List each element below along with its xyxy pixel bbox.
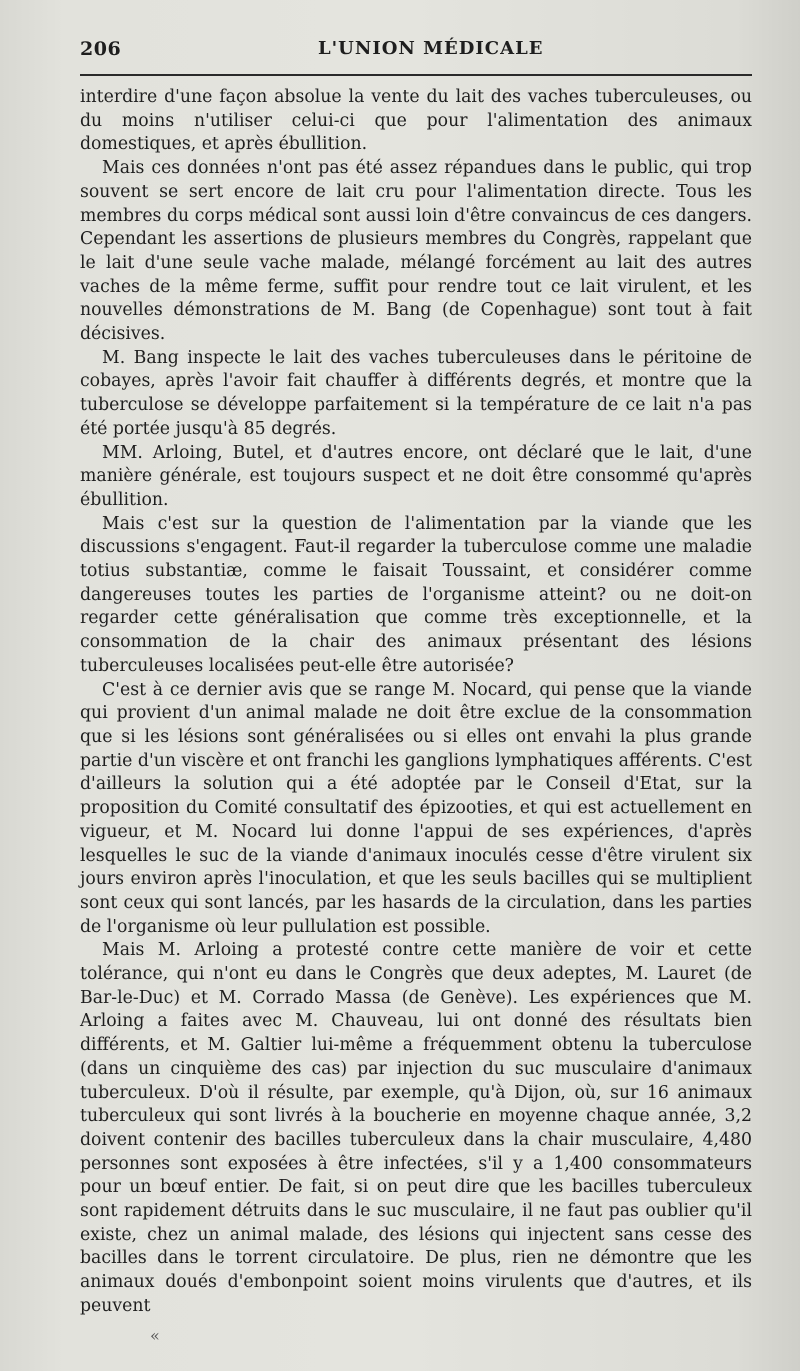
paragraph: Mais ces données n'ont pas été assez répandues dans le public, qui trop souvent se sert encore de lait cru pour l'alimentation directe. Tous les membres du corps médical sont aussi loin d'être convaincus de ces dangers. Cependant les assertions de plusieurs membres du Congrès, rappelant que le lait d'une seule vache malade, mélangé forcément au lait des autres vaches de la même ferme, suffit pour rendre tout ce lait virulent, et les nouvelles démonstrations de M. Bang (de Copenhague) sont tout à fait décisives. [80, 158, 752, 345]
page-number: 206 [80, 38, 122, 60]
paragraph: M. Bang inspecte le lait des vaches tuberculeuses dans le péritoine de cobayes, après l'avoir fait chauffer à différents degrés, et montre que la tuberculose se développe parfaitement si la température de ce lait n'a pas été portée jusqu'à 85 degrés. [80, 347, 752, 439]
paragraph: C'est à ce dernier avis que se range M. Nocard, qui pense que la viande qui provient d'un animal malade ne doit être exclue de la consommation que si les lésions sont généralisées ou si elles ont envahi la plus grande partie d'un viscère et ont franchi les ganglions lymphatiques afférents. C'est d'ailleurs la solution qui a été adoptée par le Conseil d'Etat, sur la proposition du Comité consultatif des épizooties, et qui est actuellement en vigueur, et M. Nocard lui donne l'appui de ses expériences, d'après lesquelles le suc de la viande d'animaux inoculés cesse d'être virulent six jours environ après l'inoculation, et que les seuls bacilles qui se multiplient sont ceux qui sont lancés, par les hasards de la circulation, dans les parties de l'organisme où leur pullulation est possible. [80, 679, 752, 937]
paragraph: Mais c'est sur la question de l'alimentation par la viande que les discussions s'engagent. Faut-il regarder la tuberculose comme une maladie totius substantiæ, comme le faisait Toussaint, et considérer comme dangereuses toutes les parties de l'organisme atteint? ou ne doit-on regarder cette généralisation que comme très exceptionnelle, et la consommation de la chair des animaux présentant des lésions tuberculeuses localisées peut-elle être autorisée? [80, 513, 752, 676]
running-title: L'UNION MÉDICALE [318, 38, 544, 59]
header-rule [80, 74, 752, 76]
footer-mark: « [150, 1326, 160, 1345]
page-header [80, 36, 752, 70]
paragraph: interdire d'une façon absolue la vente du lait des vaches tuberculeuses, ou du moins n'utiliser celui-ci que pour l'alimentation des animaux domestiques, et après ébullition. [80, 87, 752, 155]
paragraph: MM. Arloing, Butel, et d'autres encore, ont déclaré que le lait, d'une manière générale, est toujours suspect et ne doit être consommé qu'après ébullition. [80, 442, 752, 510]
paragraph: Mais M. Arloing a protesté contre cette manière de voir et cette tolérance, qui n'ont eu dans le Congrès que deux adeptes, M. Lauret (de Bar-le-Duc) et M. Corrado Massa (de Genève). Les expériences que M. Arloing a faites avec M. Chauveau, lui ont donné des résultats bien différents, et M. Galtier lui-même a fréquemment obtenu la tuberculose (dans un cinquième des cas) par injection du suc musculaire d'animaux tuberculeux. D'où il résulte, par exemple, qu'à Dijon, où, sur 16 animaux tuberculeux qui sont livrés à la boucherie en moyenne chaque année, 3,2 doivent contenir des bacilles tuberculeux dans la chair musculaire, 4,480 personnes sont exposées à être infectées, s'il y a 1,400 consommateurs pour un bœuf entier. De fait, si on peut dire que les bacilles tuberculeux sont rapidement détruits dans le suc musculaire, il ne faut pas oublier qu'il existe, chez un animal malade, des lésions qui injectent sans cesse des bacilles dans le torrent circulatoire. De plus, rien ne démontre que les animaux doués d'embonpoint soient moins virulents que d'autres, et ils peuvent [80, 940, 752, 1316]
article-body [80, 86, 752, 1319]
